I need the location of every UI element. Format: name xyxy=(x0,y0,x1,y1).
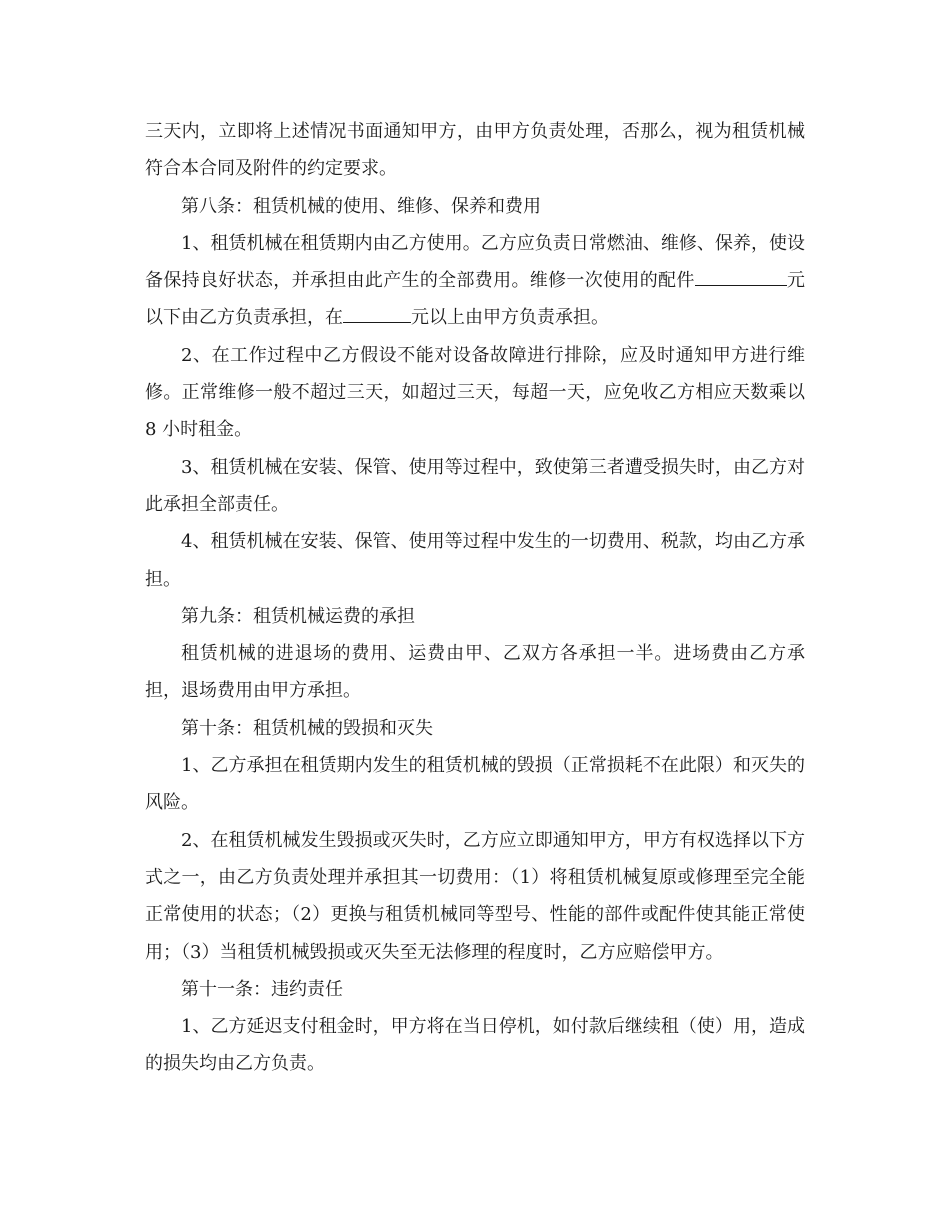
article-8-clause-1 xyxy=(145,225,805,337)
fill-in-blank-amount-1 xyxy=(695,265,787,286)
article-8-clause-3: 3、租赁机械在安装、保管、使用等过程中，致使第三者遭受损失时，由乙方对此承担全部责任。 xyxy=(145,456,805,515)
article-9-title: 第九条：租赁机械运费的承担 xyxy=(181,605,415,627)
article-10-clause-2: 2、在租赁机械发生毁损或灭失时，乙方应立即通知甲方，甲方有权选择以下方式之一，由乙方负责处理并承担其一切费用：（1）将租赁机械复原或修理至完全能正常使用的状态；（2）更换与租赁机械同等型号、性能的部件或配件使其能正常使用；（3）当租赁机械毁损或灭失至无法修理的程度时，乙方应赔偿甲方。 xyxy=(145,829,805,963)
article-8-clause-2: 2、在工作过程中乙方假设不能对设备故障进行排除，应及时通知甲方进行维修。正常维修一般不超过三天，如超过三天，每超一天，应免收乙方相应天数乘以 8 小时租金。 xyxy=(145,344,805,441)
paragraph-continuation: 三天内，立即将上述情况书面通知甲方，由甲方负责处理，否那么，视为租赁机械符合本合同及附件的约定要求。 xyxy=(145,121,805,180)
document-body xyxy=(145,113,805,1083)
article-8-clause-1-text-b: 元以下由乙方负责承担，在 xyxy=(145,270,806,329)
article-10-title: 第十条：租赁机械的毁损和灭失 xyxy=(181,717,433,739)
article-8-clause-1-text-c: 元以上由甲方负责承担。 xyxy=(411,307,609,329)
article-10-clause-1: 1、乙方承担在租赁期内发生的租赁机械的毁损（正常损耗不在此限）和灭失的风险。 xyxy=(145,755,805,814)
article-8-clause-4: 4、租赁机械在安装、保管、使用等过程中发生的一切费用、税款，均由乙方承担。 xyxy=(145,531,805,590)
article-8-clause-1-text-a: 1、租赁机械在租赁期内由乙方使用。乙方应负责日常燃油、维修、保养，使设备保持良好状态，并承担由此产生的全部费用。维修一次使用的配件 xyxy=(145,232,805,292)
article-8-title: 第八条：租赁机械的使用、维修、保养和费用 xyxy=(181,195,541,217)
article-11-title: 第十一条：违约责任 xyxy=(181,978,343,1000)
fill-in-blank-amount-2 xyxy=(343,302,411,323)
article-11-clause-1: 1、乙方延迟支付租金时，甲方将在当日停机，如付款后继续租（使）用，造成的损失均由乙方负责。 xyxy=(145,1016,805,1075)
article-9-body: 租赁机械的进退场的费用、运费由甲、乙双方各承担一半。进场费由乙方承担，退场费用由甲方承担。 xyxy=(145,643,805,702)
